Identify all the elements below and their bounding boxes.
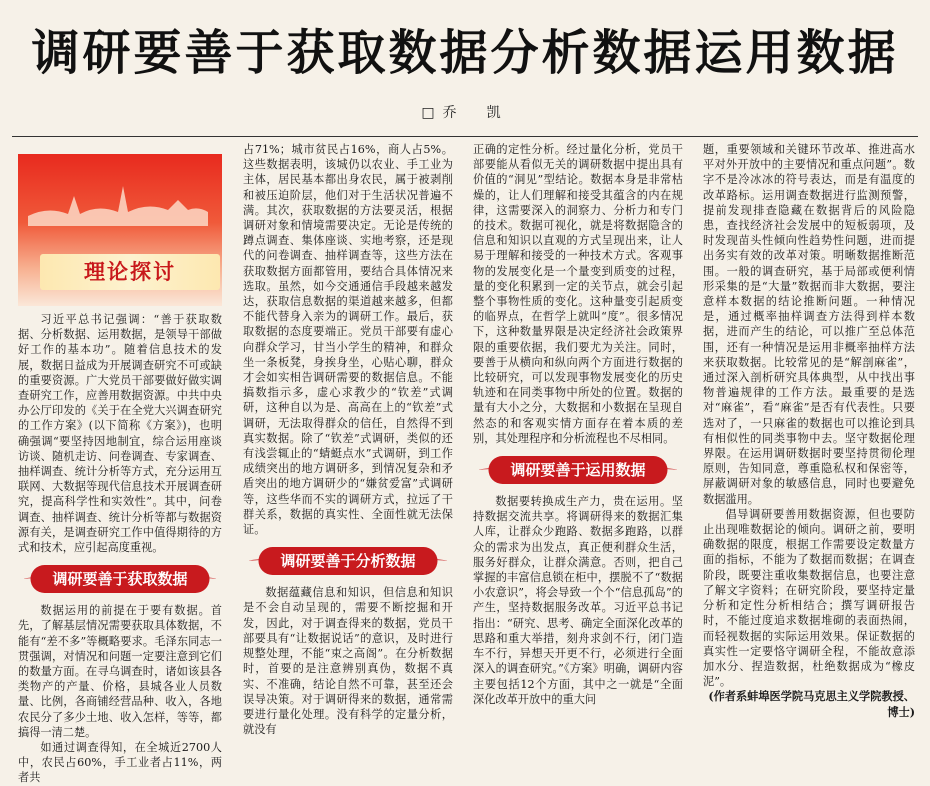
paragraph: 数据蕴藏信息和知识，但信息和知识是不会自动呈现的，需要不断挖掘和开发，因此，对于调查得来的数据，党员干部要具有“让数据说话”的意识，及时进行规整处理，不能“束之高阁”。在分析数据时，首要的是注意辨别真伪，数据不真实、不准确，结论自然不可靠，甚至还会误导决策。对于调研得来的数据，通常需要进行量化处理。没有科学的定量分析，就没有 [243,586,453,737]
column-2 [243,142,453,737]
column-4 [703,142,915,724]
byline: □乔 凯 [421,105,509,121]
column-3 [473,142,683,724]
paragraph: 正确的定性分析。经过量化分析，党员干部要能从看似无关的调研数据中提出具有价值的“洞见”型结论。数据本身是非常枯燥的，让人们理解和接受其蕴含的内在规律，这需要深入的洞察力、分析力和专门的技术。数据可视化，就是将数据隐含的信息和知识以直观的方式呈现出来，让人易于理解和接受的一种技术方式。客观事物的发展变化是一个量变到质变的过程，量的变化积累到一定的关节点，就会引起整个事物性质的变化。这种量变引起质变的临界点，在哲学上就叫“度”。很多情况下，这种数量界限是决定经济社会政策界限的重要依据，我们要尤为关注。同时，要善于从横向和纵向两个方面进行数据的比较研究，可以发现事物发展变化的历史轨迹和在同类事物中所处的位置。数据的量有大小之分，大数据和小数据在呈现自然态的和客观实情方面存在着本质的差别，其处理程序和分析流程也不尽相同。 [473,143,683,445]
author-note: (作者系蚌埠医学院马克思主义学院教授、博士) [708,689,915,719]
paragraph: 习近平总书记强调：“善于获取数据、分析数据、运用数据，是领导干部做好工作的基本功”。随着信息技术的发展，数据日益成为开展调查研究不可或缺的重要资源。广大党员干部要做好做实调查研究工作，应善用数据资源。中共中央办公厅印发的《关于在全党大兴调查研究的工作方案》(以下简称《方案》)，也明确强调“要坚持因地制宜，综合运用座谈访谈、随机走访、问卷调查、专家调查、抽样调查、统计分析等方式，充分运用互联网、大数据等现代信息技术开展调查研究，提高科学性和实效性”。其中，问卷调查、抽样调查、统计分析等都与数据资源有关，是调查研究工作中值得期待的方式和技术，应引起高度重视。 [18,313,222,555]
section-heading [18,563,222,595]
theory-banner [18,154,222,306]
paragraph: 占71%；城市贫民占16%，商人占5%。这些数据表明，该城仍以农业、手工业为主体，居民基本都出身农民，属于被剥削和被压迫阶层，他们对于生活状况普遍不满。其次，获取数据的方法要灵活，根据调研对象和情境需要决定。无论是传统的蹲点调查、集体座谈、实地考察，还是现代的问卷调查、抽样调查等，这些方法在获取数据方面都管用，要结合具体情况来选取。虽然，如今交通通信手段越来越发达，获取信息数据的渠道越来越多，但都不能代替身入亲为的调研工作。最后，获取数据的态度要端正。党员干部要有虚心向群众学习，甘当小学生的精神，和群众坐一条板凳，身挨身坐，心贴心聊，群众才会如实相告调研需要的数据信息。不能搞数指示多，虚心求教少的“钦差”式调研，这种自以为是、高高在上的“钦差”式调研，无法取得群众的信任，自然得不到真实数据。除了“钦差”式调研，类似的还有浅尝辄止的“蜻蜓点水”式调研，到工作成绩突出的地方调研多，到情况复杂和矛盾突出的地方调研少的“嫌贫爱富”式调研等，这些华而不实的调研方式，拉远了干群关系，数据的真实性、全面性就无法保证。 [243,143,453,537]
banner-label: 理论探讨 [40,254,220,290]
section-heading-label: 调研要善于获取数据 [30,565,209,593]
section-heading-label: 调研要善于运用数据 [488,456,667,484]
top-rule [12,136,918,137]
paragraph: 如通过调查得知，在全城近2700人中，农民占60%，手工业者占11%，两者共 [18,741,222,785]
paragraph: 数据要转换成生产力，贵在运用。坚持数据交流共享。将调研得来的数据汇集人库，让群众少跑路、数据多跑路，以群众的需求为出发点，真正便利群众生活，服务好群众，让群众满意。否则，把自己掌握的丰富信息锁在柜中，摆脱不了“数据小农意识”，将会导致一个个“信息孤岛”的产生，坚持数据服务改革。习近平总书记指出：“研究、思考、确定全面深化改革的思路和重大举措，刻舟求剑不行，闭门造车不行，异想天开更不行，必须进行全面深入的调查研究。”《方案》明确，调研内容主要包括12个方面，其中之一就是“全面深化改革开放中的重大问 [473,495,683,706]
paragraph: 倡导调研要善用数据资源，但也要防止出现唯数据论的倾向。调研之前，要明确数据的限度，根据工作需要设定数量方面的指标，不能为了数据而数据；在调查阶段，既要注重收集数据信息，也要注意了解文字资料；在研究阶段，要坚持定量分析和定性分析相结合；撰写调研报告时，不能过度追求数据堆砌的表面热闹，而轻视数据的实际运用效果。保证数据的真实性一定要恪守调研全程，不能故意添加水分、捏造数据，杜绝数据成为“橡皮泥”。 [703,507,915,689]
paragraph: 数据运用的前提在于要有数据。首先，了解基层情况需要获取具体数据，不能有“差不多”等概略要求。毛泽东同志一贯强调，对情况和问题一定要注意到它们的数量方面。在寻乌调查时，诸如该县各类物产的产量、价格，县城各业人员数量、比例，各商铺经营品种、收入，各地农民分了多少土地、收入怎样，等等，都搞得一清二楚。 [18,604,222,739]
article-title: 调研要善于获取数据分析数据运用数据 [31,25,899,81]
section-heading-label: 调研要善于分析数据 [258,547,437,575]
section-heading [243,545,453,577]
section-heading [473,454,683,486]
skyline-icon [28,176,208,226]
paragraph: 题，重要领域和关键环节改革、推进高水平对外开放中的主要情况和重点问题”。数字不是冷冰冰的符号表达，而是有温度的改革路标。运用调查数据进行监测预警，提前发现排查隐藏在数据背后的风险隐患，查找经济社会发展中的短板弱项，及时发现苗头性倾向性趋势性问题，进而提出务实有效的改革对策。明晰数据推断范围。一般的调查研究，基于局部或便利情形采集的是“大量”数据而非大数据，要注意样本数据的结论推断问题。一种情况是，通过概率抽样调查方法得到样本数据，进而产生的结论，可以推广至总体范围，还有一种情况是运用非概率抽样方法来获取数据。比较常见的是“解剖麻雀”，通过深入剖析研究具体典型，从中找出事物普遍规律的工作方法。最重要的是选对“麻雀”，看“麻雀”是否有代表性。只要选对了，一只麻雀的数据也可以推论到具有相似性的同类事物中去。坚守数据伦理界限。在运用调研数据时要坚持贯彻伦理原则，告知同意，尊重隐私权和保密等，屏蔽调研对象的敏感信息，同时也要避免数据滥用。 [703,143,915,506]
column-1 [18,154,222,785]
